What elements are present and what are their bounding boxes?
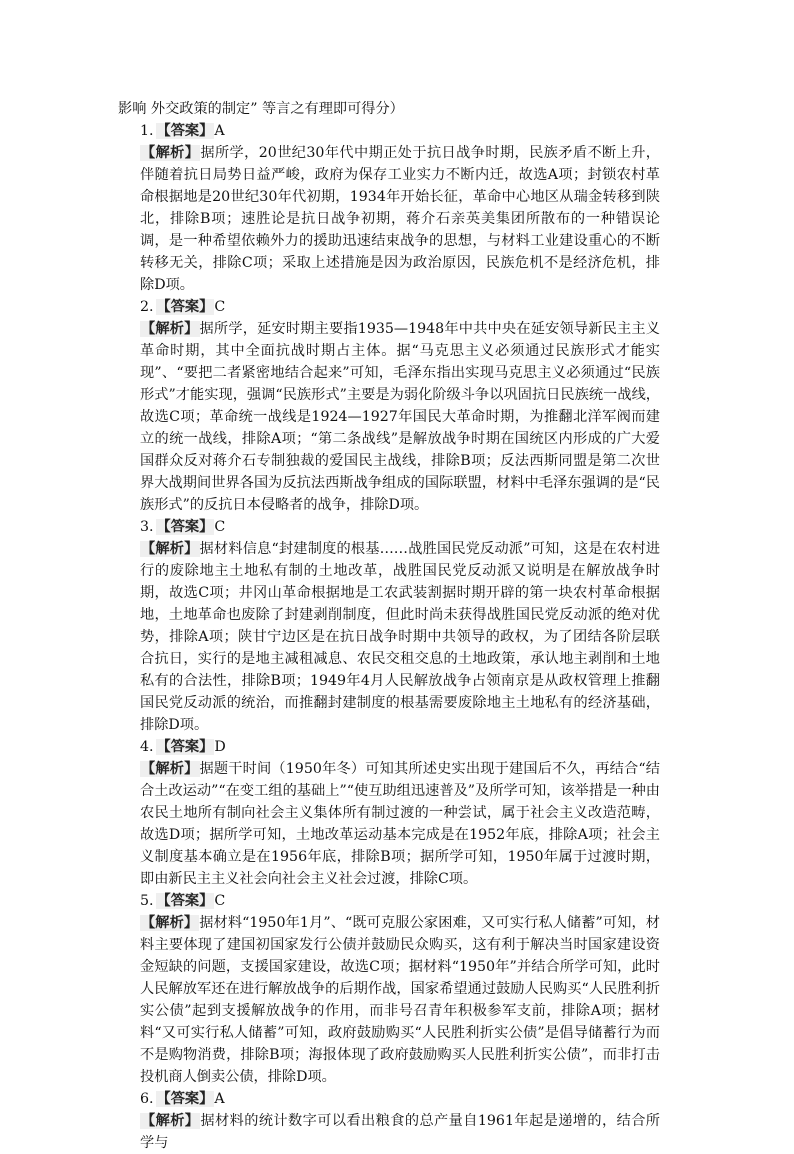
answer-line (140, 296, 660, 318)
answer-tag: 【答案】 (156, 519, 214, 535)
answer-line (140, 890, 660, 912)
analysis-tag: 【解析】 (141, 321, 199, 337)
analysis-text: 据材料“1950年1月”、“既可克服公家困难，又可实行私人储蓄”可知，材料主要体现了建国初国家发行公债并鼓励民众购买，这有利于解决当时国家建设资金短缺的问题，支援国家建设，故选C项；据材料“1950年”并结合所学可知，此时人民解放军还在进行解放战争的后期作战，国家希望通过鼓励人民购买“人民胜利折实公债”起到支援解放战争的作用，而非号召青年积极参军支前，排除A项；据材料“又可实行私人储蓄”可知，政府鼓励购买“人民胜利折实公债”是倡导储蓄行为而不是购物消费，排除B项；海报体现了政府鼓励购买人民胜利折实公债”，而非打击投机商人倒卖公债，排除D项。 (140, 915, 660, 1085)
analysis-paragraph (140, 142, 660, 296)
analysis-tag: 【解析】 (141, 761, 199, 777)
item-number: 3. (140, 519, 154, 535)
item-number: 6. (140, 1091, 154, 1107)
answer-item-2 (140, 296, 660, 516)
answer-item-3 (140, 516, 660, 736)
answer-line (140, 120, 660, 142)
item-number: 2. (140, 299, 154, 315)
analysis-text: 据所学，20世纪30年代中期正处于抗日战争时期，民族矛盾不断上升，伴随着抗日局势日益严峻，政府为保存工业实力不断内迁，故选A项；封锁农村革命根据地是20世纪30年代初期，1934年开始长征，革命中心地区从瑞金转移到陕北，排除B项；速胜论是抗日战争初期，蒋介石亲英美集团所散布的一种错误论调，是一种希望依赖外力的援助迅速结束战争的思想，与材料工业建设重心的不断转移无关，排除C项；采取上述措施是因为政治原因，民族危机不是经济危机，排除D项。 (140, 145, 660, 293)
answer-tag: 【答案】 (156, 1091, 214, 1107)
answer-value: D (214, 739, 226, 755)
item-number: 4. (140, 739, 154, 755)
analysis-tag: 【解析】 (141, 1113, 200, 1129)
answer-tag: 【答案】 (156, 739, 214, 755)
intro-text: 影响 外交政策的制定” 等言之有理即可得分） (118, 101, 404, 117)
analysis-text: 据材料信息“封建制度的根基……战胜国民党反动派”可知，这是在农村进行的废除地主土地私有制的土地改革，战胜国民党反动派又说明是在解放战争时期，故选C项；井冈山革命根据地是工农武装割据时期开辟的第一块农村革命根据地，土地革命也废除了封建剥削制度，但此时尚未获得战胜国民党反动派的绝对优势，排除A项；陕甘宁边区是在抗日战争时期中共领导的政权，为了团结各阶层联合抗日，实行的是地主减租减息、农民交租交息的土地政策，承认地主剥削和土地私有的合法性，排除B项；1949年4月人民解放战争占领南京是从政权管理上推翻国民党反动派的统治，而推翻封建制度的根基需要废除地主土地私有的经济基础，排除D项。 (140, 541, 660, 733)
answer-value: C (214, 519, 226, 535)
analysis-paragraph (140, 758, 660, 890)
answer-line (140, 736, 660, 758)
analysis-paragraph (140, 912, 660, 1088)
answer-tag: 【答案】 (156, 299, 214, 315)
answer-value: A (214, 1091, 225, 1107)
analysis-tag: 【解析】 (141, 145, 200, 161)
answer-tag: 【答案】 (156, 123, 214, 139)
item-number: 1. (140, 123, 154, 139)
analysis-paragraph (140, 1110, 660, 1154)
answer-item-1 (140, 120, 660, 296)
answer-list (140, 120, 660, 1154)
analysis-paragraph (140, 318, 660, 516)
analysis-text: 据所学，延安时期主要指1935—1948年中共中央在延安领导新民主主义革命时期，其中全面抗战时期占主体。据“马克思主义必须通过民族形式才能实现”、“要把二者紧密地结合起来”可知，毛泽东指出实现马克思主义必须通过“民族形式”才能实现，强调“民族形式”主要是为弱化阶级斗争以巩固抗日民族统一战线，故选C项；革命统一战线是1924—1927年国民大革命时期，为推翻北洋军阀而建立的统一战线，排除A项；“第二条战线”是解放战争时期在国统区内形成的广大爱国群众反对蒋介石专制独裁的爱国民主战线，排除B项；反法西斯同盟是第二次世界大战期间世界各国为反抗法西斯战争组成的国际联盟，材料中毛泽东强调的是“民族形式”的反抗日本侵略者的战争，排除D项。 (140, 321, 660, 513)
answer-value: C (214, 893, 226, 909)
analysis-paragraph (140, 538, 660, 736)
answer-line (140, 1088, 660, 1110)
answer-line (140, 516, 660, 538)
answer-value: A (214, 123, 225, 139)
answer-value: C (214, 299, 226, 315)
answer-item-4 (140, 736, 660, 890)
answer-item-5 (140, 890, 660, 1088)
item-number: 5. (140, 893, 154, 909)
analysis-text: 据题干时间（1950年冬）可知其所述史实出现于建国后不久，再结合“结合土改运动”“在变工组的基础上”“使互助组迅速普及”及所学可知，该举措是一种由农民土地所有制向社会主义集体所有制过渡的一种尝试，属于社会主义改造范畴，故选D项；据所学可知，土地改革运动基本完成是在1952年底，排除A项；社会主义制度基本确立是在1956年底，排除B项；据所学可知，1950年属于过渡时期，即由新民主主义社会向社会主义社会过渡，排除C项。 (140, 761, 660, 887)
answer-item-6 (140, 1088, 660, 1154)
analysis-text: 据材料的统计数字可以看出粮食的总产量自1961年起是递增的，结合所学与 (140, 1113, 660, 1151)
analysis-tag: 【解析】 (141, 541, 199, 557)
analysis-tag: 【解析】 (141, 915, 199, 931)
answer-tag: 【答案】 (156, 893, 214, 909)
